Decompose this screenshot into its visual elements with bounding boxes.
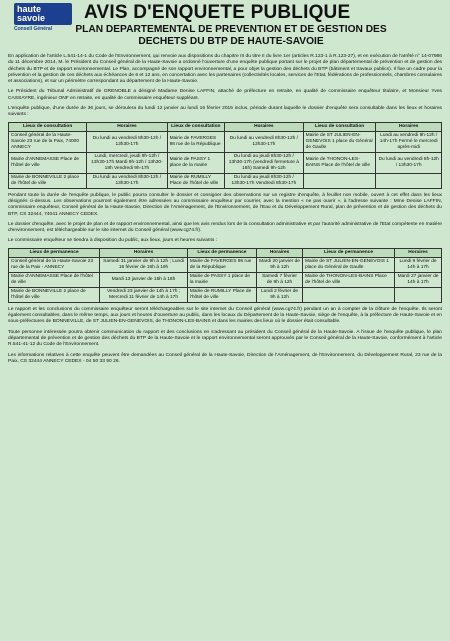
permanence-hours-cell: Mardi 27 janvier de 14h à 17h (395, 272, 442, 287)
table-row (9, 173, 442, 188)
page-title: AVIS D'ENQUETE PUBLIQUE (84, 2, 351, 23)
permanence-hours-cell: Mardi 20 janvier de 9h à 12h (257, 257, 303, 272)
permanence-hours-cell: Vendredi 23 janvier de 14h à 17h ; Mercredi 11 février de 14h à 17h (100, 287, 188, 302)
permanence-header-5: Horaires (395, 248, 442, 257)
logo-line-2: savoie (17, 13, 46, 23)
consultation-location-cell: Conseil général de la Haute-Savoie 23 rue de la Paix, 74000 ANNECY (9, 131, 87, 152)
permanence-header-4: Lieux de permanence (303, 248, 395, 257)
permanence-location-cell (303, 287, 395, 302)
permanence-header-3: Horaires (257, 248, 303, 257)
table-row (9, 152, 442, 173)
paragraph-observations: Pendant toute la durée de l'enquête publique, le public pourra consulter le dossier et consigner des observations sur un registre d'enquête, à feuillet non mobile, ouvert à cet effet dans les lieux désignés ci-dessus. Les observations pourront également être adressées au commissaire enquêteur par courrier, avec la mention « ne pas ouvrir », à l'adresse suivante : Mme Denise LAFFIN, commissaire enquêteur, Conseil général de la Haute-Savoie, Direction de l'Aménagement, de l'Environnement, de l'Eau et du Développement Rural, plan de prévention et de gestion des déchets du BTP, CS 32444, 74041 ANNECY CEDEX. (8, 192, 442, 217)
permanence-hours-cell: Samedi 7 février de 9h à 12h (257, 272, 303, 287)
consultation-table (8, 122, 442, 189)
permanence-location-cell: Mairie de RUMILLY Place de l'hôtel de ville (187, 287, 256, 302)
consultation-header-0: Lieux de consultation (9, 122, 87, 131)
consultation-hours-cell: Du lundi au jeudi 8h30-12h / 13h30-17h (vendredi fermeture à 16h) Samedi 9h-12h (225, 152, 304, 173)
consultation-hours-cell: Du lundi au vendredi 8h-12h / 13h30-17h (376, 152, 442, 173)
table-row (9, 287, 442, 302)
consultation-hours-cell: Lundi au vendredi 9h-12h / 14h-17h Fermé le mercredi après-midi (376, 131, 442, 152)
consultation-hours-cell: Du lundi au vendredi 8h30-12h / 13h30-17h (87, 131, 167, 152)
permanence-location-cell: Mairie d'ANNEMASSE Place de l'hôtel de ville (9, 272, 100, 287)
consultation-location-cell: Mairie de PASSY 1 place de la mairie (167, 152, 224, 173)
consultation-location-cell: Mairie de RUMILLY Place de l'hôtel de ville (167, 173, 224, 188)
permanence-header-2: Lieux de permanence (187, 248, 256, 257)
consultation-header-3: Horaires (225, 122, 304, 131)
consultation-hours-cell: Lundi, mercredi, jeudi 9h-12h / 13h30-17h Mardi 9h-12h / 13h30-18h Vendredi 9h-17h (87, 152, 167, 173)
paragraph-approval: Toute personne intéressée pourra obtenir communication du rapport et des conclusions en s'adressant au président du Conseil général de la Haute-Savoie. A l'issue de l'enquête publique, le plan départemental de prévention et de gestion des déchets du BTP de la Haute-Savoie et le rapport environnemental seront approuvés par le Conseil général de la Haute-Savoie, conformément à l'article R.541-41-12 du Code de l'Environnement. (8, 329, 442, 348)
paragraph-report: Le rapport et les conclusions du commissaire enquêteur seront téléchargeables sur le site internet du Conseil général (www.cg74.fr) pendant un an à compter de la clôture de l'enquête. Ils seront également consultables, dans le même temps, aux jours et heures d'ouverture au public, dans les locaux du Département de la Haute-Savoie, siège de l'enquête, à la préfecture de Haute-Savoie et en sous-préfectures de BONNEVILLE, de ST JULIEN-EN-GENEVOIS, de THONON-LES-BAINS et dans les mairies des lieux où le dossier était consultable. (8, 306, 442, 325)
permanence-location-cell: Mairie de FAVERGES 98 rue de la République (187, 257, 256, 272)
permanence-hours-cell (395, 287, 442, 302)
header (8, 0, 442, 46)
permanence-location-cell: Mairie de ST JULIEN-EN-GENEVOIS 1 place du Général de Gaulle (303, 257, 395, 272)
consultation-location-cell (303, 173, 376, 188)
paragraph-commissioner: Le Président du Tribunal Administratif de GRENOBLE a désigné Madame Denise LAFFIN, attaché de préfecture en retraite, en qualité de commissaire enquêteur titulaire, et Monsieur Yves CASSAYRE, ingénieur ONF en retraite, en qualité de commissaire enquêteur suppléant. (8, 89, 442, 101)
paragraph-download: Le dossier d'enquête, avec le projet de plan et de rapport environnemental, ainsi que les avis rendus lors de la consultation administrative et par l'autorité administrative de l'Etat compétente en matière d'environnement, est téléchargeable sur le site internet du Conseil général (www.cg74.fr). (8, 221, 442, 234)
subtitle-line-1: PLAN DEPARTEMENTAL DE PREVENTION ET DE GESTION DES (75, 24, 387, 35)
consultation-hours-cell: Du lundi au jeudi 8h30-12h / 13h30-17h Vendredi 8h30-17h (225, 173, 304, 188)
logo-subtitle: Conseil Général (14, 26, 53, 32)
table-row (9, 131, 442, 152)
paragraph-inquiry-period: L'enquête publique, d'une durée de 36 jours, se déroulera du lundi 12 janvier au lundi 16 février 2015 inclus, période durant laquelle le dossier d'enquête sera consultable dans les lieux et horaires suivants : (8, 106, 442, 118)
paragraph-legal-basis: En application de l'article L.541-14-1 du Code de l'Environnement, qui renvoie aux dispositions du chapitre III du titre II du livre 1er (articles R.123-1 à R.123-27), et en exécution de l'arrêté n° 14-07986 du 11 décembre 2014, M. le Président du Conseil général de la Haute-Savoie a ordonné l'ouverture d'une enquête publique portant sur le projet de plan départemental de prévention et de gestion des déchets du BTP et de rapport environnemental. Le Plan, accompagné de son rapport environnemental, a pour objet la gestion des déchets du BTP (bâtiment et travaux publics). Il fixe un cadre pour la prévention et la gestion de ces déchets aux échéances de 6 et 12 ans, en concertation avec les partenaires (collectivités locales, services de l'Etat, fédérations de professionnels, chambres consulaires et associations), et sur un périmètre correspondant au département de la Haute-Savoie. (8, 54, 442, 85)
permanence-hours-cell: Lundi 9 février de 14h à 17h (395, 257, 442, 272)
consultation-header-4: Lieux de consultation (303, 122, 376, 131)
permanence-table (8, 248, 442, 303)
consultation-location-cell: Mairie de ST JULIEN-EN-GENEVOIS 1 place du Général de Gaulle (303, 131, 376, 152)
permanence-location-cell: Mairie de THONON-LES-BAINS Place de l'hôtel de ville (303, 272, 395, 287)
permanence-location-cell: Mairie de BONNEVILLE 2 place de l'hôtel de ville (9, 287, 100, 302)
consultation-hours-cell (376, 173, 442, 188)
table-row (9, 272, 442, 287)
consultation-location-cell: Mairie de FAVERGES 98 rue de la République (167, 131, 224, 152)
permanence-header-1: Horaires (100, 248, 188, 257)
permanence-hours-cell: Lundi 2 février de 9h à 12h (257, 287, 303, 302)
permanence-hours-cell: Samedi 31 janvier de 9h à 12h ; Lundi 16 février de 16h à 19h (100, 257, 188, 272)
consultation-hours-cell: Du lundi au vendredi 8h30-12h / 13h30-17h (87, 173, 167, 188)
consultation-location-cell: Mairie de BONNEVILLE 2 place de l'hôtel de ville (9, 173, 87, 188)
logo-line-1: haute (17, 4, 42, 14)
paragraph-contact: Les informations relatives à cette enquête peuvent être demandées au Conseil général de la Haute-Savoie, Direction de l'Aménagement, de l'Environnement, du Développement Rural, 23 rue de la Paix, CS 32444 ANNECY CEDEX - 04 50 33 50 26. (8, 352, 442, 364)
table-row (9, 257, 442, 272)
permanence-hours-cell: Mardi 13 janvier de 15h à 18h (100, 272, 188, 287)
paragraph-permanences-intro: Le commissaire enquêteur se tiendra à disposition du public, aux lieux, jours et heures suivants : (8, 238, 218, 244)
consultation-header-2: Lieux de consultation (167, 122, 224, 131)
consultation-hours-cell: Du lundi au vendredi 8h30-12h / 13h30-17h (225, 131, 304, 152)
permanence-location-cell: Conseil général de la Haute-Savoie 23 rue de la Paix - ANNECY (9, 257, 100, 272)
page-subtitle (26, 24, 436, 48)
permanence-location-cell: Mairie de PASSY 1 place de la mairie (187, 272, 256, 287)
subtitle-line-2: DECHETS DU BTP DE HAUTE-SAVOIE (138, 36, 324, 47)
consultation-location-cell: Mairie d'ANNEMASSE Place de l'hôtel de ville (9, 152, 87, 173)
consultation-location-cell: Mairie de THONON-LES-BAINS Place de l'hôtel de ville (303, 152, 376, 173)
consultation-header-1: Horaires (87, 122, 167, 131)
permanence-header-0: Lieux de permanence (9, 248, 100, 257)
consultation-header-5: Horaires (376, 122, 442, 131)
